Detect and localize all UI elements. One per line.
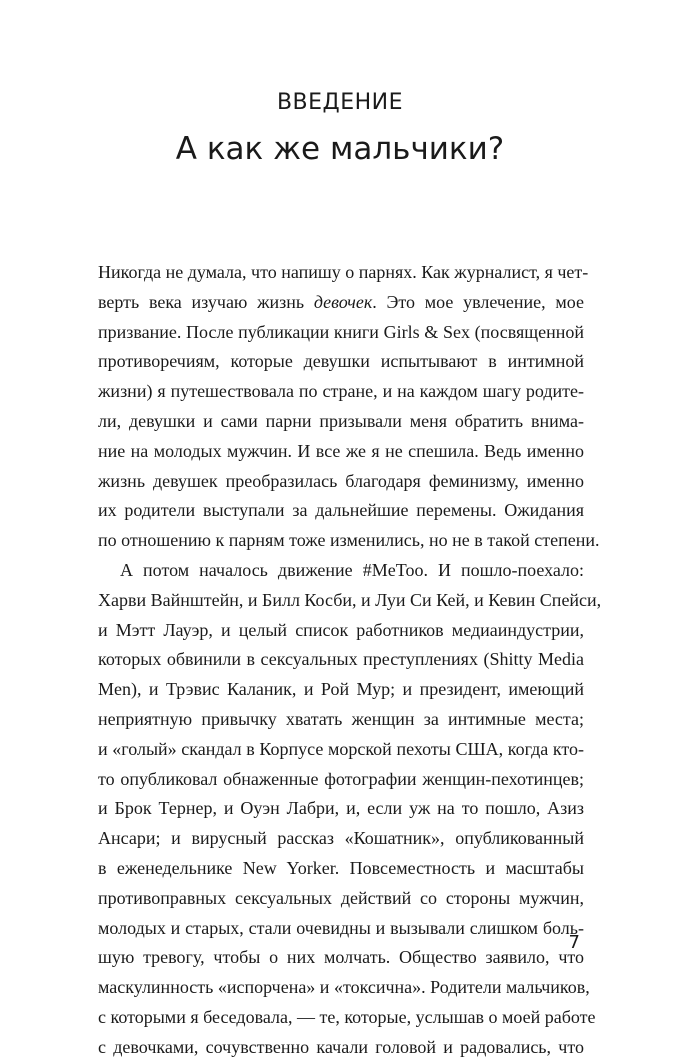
text-line: жизнь девушек преобразилась благодаря феминизму, именно bbox=[98, 470, 584, 491]
text-line: противоправных сексуальных действий со стороны мужчин, bbox=[98, 887, 584, 908]
text-line: противоречиям, которые девушки испытывают в интимной bbox=[98, 351, 584, 372]
emphasized-word: девочек bbox=[313, 291, 373, 312]
text-line bbox=[98, 288, 584, 318]
text-line: по отношению к парням тоже изменились, но не в такой степени. bbox=[98, 530, 600, 551]
text-line: ли, девушки и сами парни призывали меня обратить внима- bbox=[98, 410, 584, 431]
text-segment: . Это мое увлечение, мое bbox=[372, 291, 584, 312]
text-line: ние на молодых мужчин. И все же я не спешила. Ведь именно bbox=[98, 440, 584, 461]
text-segment: верть века изучаю жизнь bbox=[98, 291, 314, 312]
text-line: и «голый» скандал в Корпусе морской пехоты США, когда кто- bbox=[98, 738, 584, 759]
text-line: шую тревогу, чтобы о них молчать. Общество заявило, что bbox=[98, 947, 584, 968]
text-line: которых обвинили в сексуальных преступлениях (Shitty Media bbox=[98, 649, 584, 670]
text-line: их родители выступали за дальнейшие перемены. Ожидания bbox=[98, 500, 584, 521]
chapter-label: ВВЕДЕНИЕ bbox=[276, 90, 404, 115]
text-line: то опубликовал обнаженные фотографии женщин-пехотинцев; bbox=[98, 768, 584, 789]
text-line: призвание. После публикации книги Girls & Sex (посвященной bbox=[98, 321, 584, 342]
text-line: Харви Вайнштейн, и Билл Косби, и Луи Си Кей, и Кевин Спейси, bbox=[98, 589, 602, 610]
chapter-title: А как же мальчики? bbox=[175, 131, 505, 167]
text-line: и Брок Тернер, и Оуэн Лабри, и, если уж на то пошло, Азиз bbox=[98, 798, 584, 819]
text-line: молодых и старых, стали очевидны и вызывали слишком боль- bbox=[98, 917, 584, 938]
text-line: с которыми я беседовала, — те, которые, услышав о моей работе bbox=[98, 1006, 596, 1027]
text-line: маскулинность «испорчена» и «токсична». Родители мальчиков, bbox=[98, 977, 590, 998]
page-number: 7 bbox=[568, 932, 580, 953]
text-line: Ансари; и вирусный рассказ «Кошатник», опубликованный bbox=[98, 828, 584, 849]
paragraph-2 bbox=[98, 556, 602, 1063]
paragraph-1 bbox=[98, 258, 600, 556]
text-line: неприятную привычку хватать женщин за интимные места; bbox=[98, 708, 584, 729]
text-line: А потом началось движение #MeToo. И пошло-поехало: bbox=[120, 559, 584, 580]
text-line: Men), и Трэвис Каланик, и Рой Мур; и президент, имеющий bbox=[98, 679, 584, 700]
text-line: жизни) я путешествовала по стране, и на каждом шагу родите- bbox=[98, 381, 584, 402]
text-line: Никогда не думала, что напишу о парнях. Как журналист, я чет- bbox=[98, 262, 589, 282]
text-line: и Мэтт Лауэр, и целый список работников медиаиндустрии, bbox=[98, 619, 584, 640]
text-line: с девочками, сочувственно качали головой и радовались, что bbox=[98, 1036, 584, 1057]
body-text bbox=[98, 258, 602, 1063]
text-line: в еженедельнике New Yorker. Повсеместность и масштабы bbox=[98, 857, 584, 878]
